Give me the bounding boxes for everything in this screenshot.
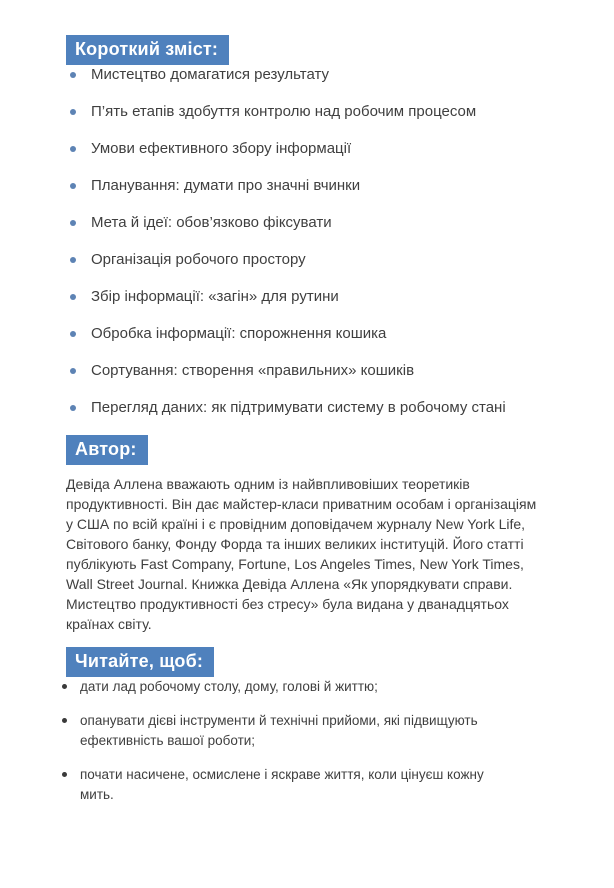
bullet-icon — [70, 257, 76, 263]
bullet-icon — [62, 772, 67, 777]
list-item — [66, 765, 554, 805]
bullet-icon — [70, 220, 76, 226]
read-to-list — [66, 677, 554, 805]
list-item-text: опанувати дієві інструменти й технічні прийоми, які підвищують ефективність вашої роботи; — [80, 713, 478, 748]
summary-heading: Короткий зміст: — [66, 35, 229, 65]
read-to-heading: Читайте, щоб: — [66, 647, 214, 677]
list-item-text: Організація робочого простору — [91, 251, 306, 268]
list-item — [66, 250, 554, 270]
bullet-icon — [70, 72, 76, 78]
list-item-text: Мета й ідеї: обов’язково фіксувати — [91, 214, 332, 231]
list-item — [66, 65, 554, 85]
list-item-text: Обробка інформації: спорожнення кошика — [91, 325, 387, 342]
list-item-text: Умови ефективного збору інформації — [91, 140, 352, 157]
list-item-text: Мистецтво домагатися результату — [91, 66, 330, 83]
bullet-icon — [70, 109, 76, 115]
bullet-icon — [62, 718, 67, 723]
list-item-text: дати лад робочому столу, дому, голові й життю; — [80, 679, 378, 694]
bullet-icon — [70, 368, 76, 374]
list-item-text: Сортування: створення «правильних» кошиків — [91, 362, 415, 379]
bullet-icon — [62, 684, 67, 689]
list-item — [66, 677, 554, 697]
summary-list — [66, 65, 554, 418]
bullet-icon — [70, 146, 76, 152]
bullet-icon — [70, 183, 76, 189]
list-item — [66, 398, 554, 418]
bullet-icon — [70, 331, 76, 337]
list-item — [66, 139, 554, 159]
author-paragraph: Девіда Аллена вважають одним із найвпливовіших теоретиків продуктивності. Він дає майстер-класи приватним особам і організаціям у США по всій країні і є провідним доповідачем журналу New York Life, Світового банку, Фонду Форда та інших великих інституцій. Його статті публікують Fast Company, Fortune, Los Angeles Times, New York Times, Wall Street Journal. Книжка Девіда Аллена «Як упорядкувати справи. Мистецтво продуктивності без стресу» була видана у дванадцятьох країнах світу. — [66, 476, 537, 632]
page-content — [0, 35, 614, 805]
author-heading: Автор: — [66, 435, 148, 465]
list-item — [66, 287, 554, 307]
list-item-text: Перегляд даних: як підтримувати систему в робочому стані — [91, 399, 506, 416]
list-item — [66, 711, 554, 751]
list-item-text: Планування: думати про значні вчинки — [91, 177, 361, 194]
list-item-text: почати насичене, осмислене і яскраве життя, коли цінуєш кожну мить. — [80, 767, 484, 802]
section-read-to — [66, 647, 554, 805]
list-item — [66, 176, 554, 196]
bullet-icon — [70, 405, 76, 411]
list-item-text: П’ять етапів здобуття контролю над робочим процесом — [91, 103, 477, 120]
list-item-text: Збір інформації: «загін» для рутини — [91, 288, 339, 305]
section-author — [66, 435, 554, 634]
list-item — [66, 324, 554, 344]
list-item — [66, 361, 554, 381]
list-item — [66, 102, 554, 122]
list-item — [66, 213, 554, 233]
bullet-icon — [70, 294, 76, 300]
section-summary — [66, 35, 554, 418]
